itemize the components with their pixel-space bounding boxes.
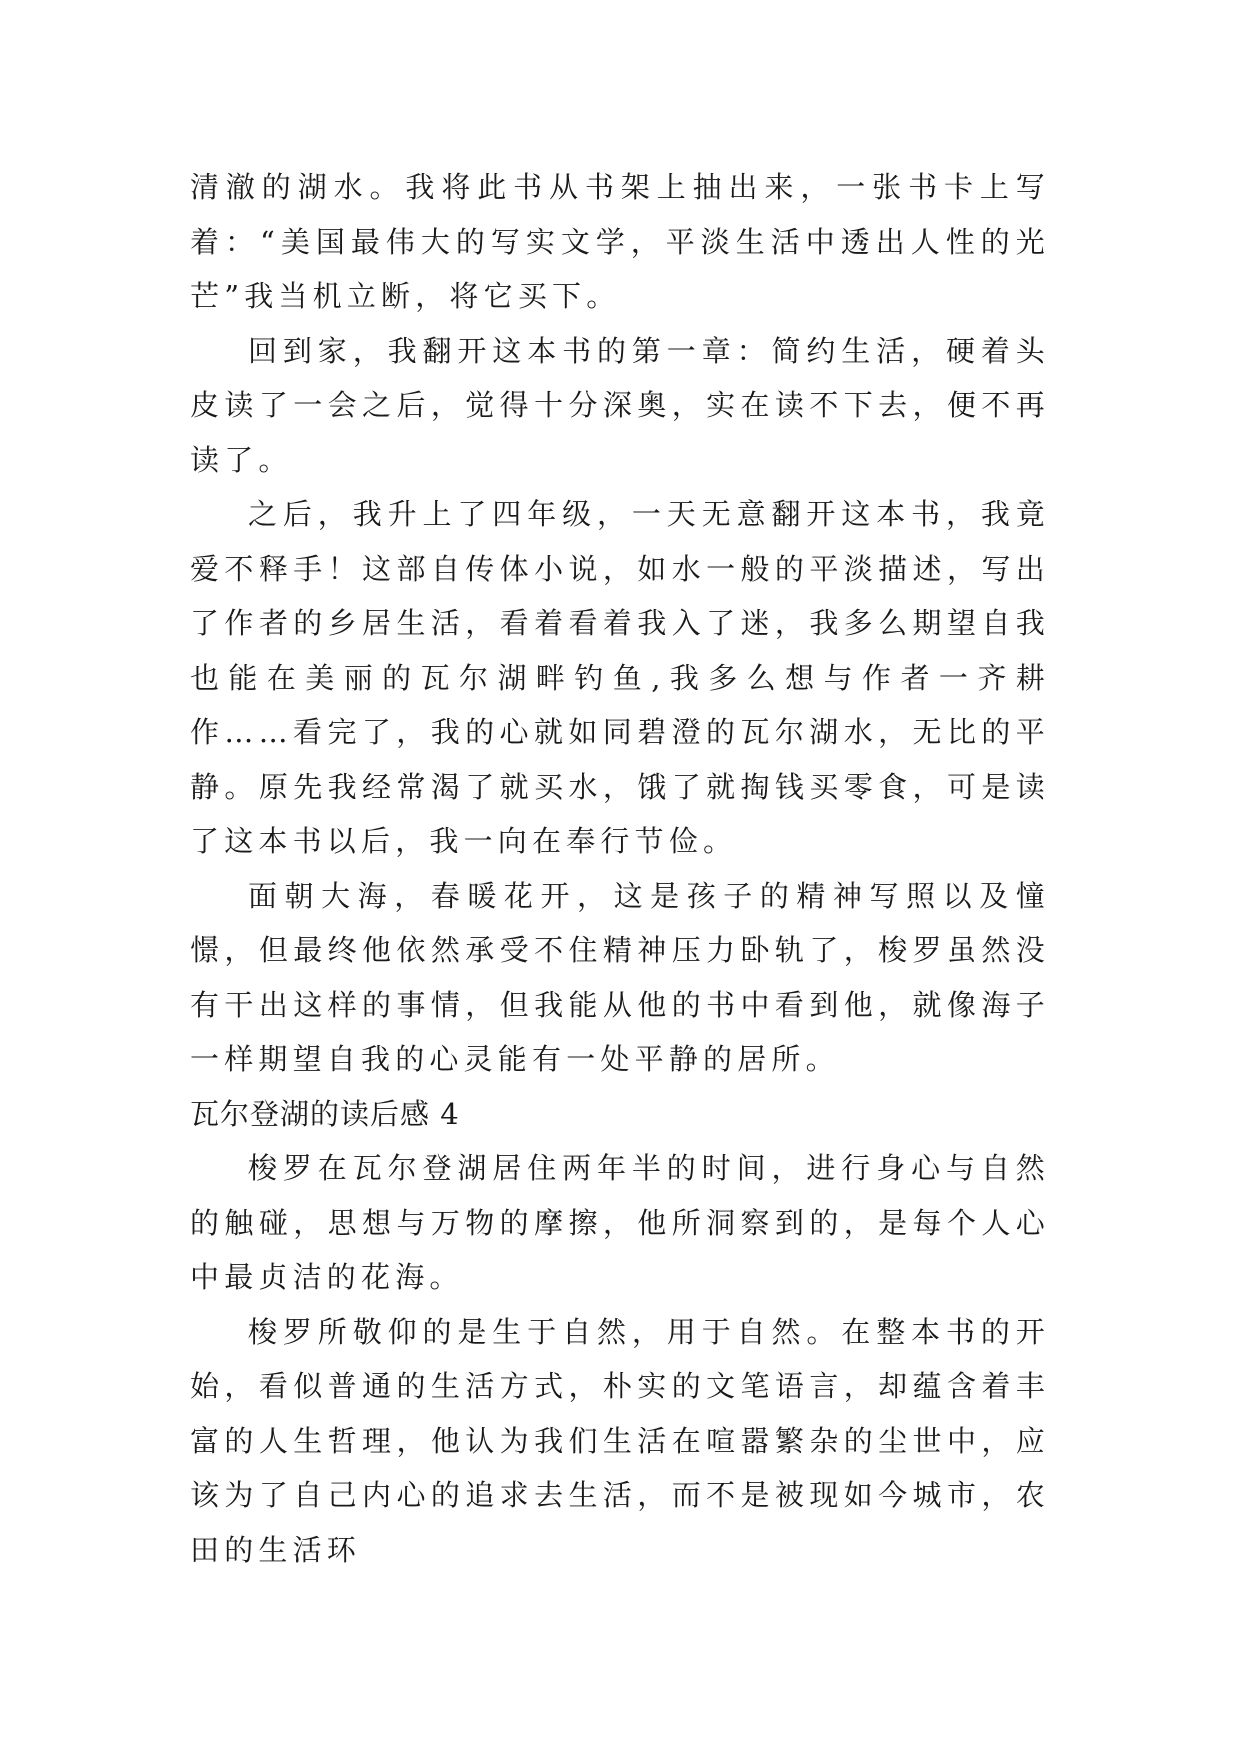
document-page [190, 160, 1050, 1577]
paragraph-two-years: 梭罗在瓦尔登湖居住两年半的时间，进行身心与自然的触碰，思想与万物的摩擦，他所洞察到的，是每个人心中最贞洁的花海。 [190, 1151, 1050, 1294]
paragraph-fourth-grade: 之后，我升上了四年级，一天无意翻开这本书，我竟爱不释手！这部自传体小说，如水一般的平淡描述，写出了作者的乡居生活，看着看着我入了迷，我多么期望自我也能在美丽的瓦尔湖畔钓鱼,我多么想与作者一齐耕作……看完了，我的心就如同碧澄的瓦尔湖水，无比的平静。原先我经常渴了就买水，饿了就掏钱买零食，可是读了这本书以后，我一向在奉行节俭。 [190, 497, 1050, 858]
paragraph-facing-sea: 面朝大海，春暖花开，这是孩子的精神写照以及憧憬，但最终他依然承受不住精神压力卧轨了，梭罗虽然没有干出这样的事情，但我能从他的书中看到他，就像海子一样期望自我的心灵能有一处平静的居所。 [190, 878, 1050, 1076]
paragraph-nature-philosophy: 梭罗所敬仰的是生于自然，用于自然。在整本书的开始，看似普通的生活方式，朴实的文笔语言，却蕴含着丰富的人生哲理，他认为我们生活在喧嚣繁杂的尘世中，应该为了自己内心的追求去生活，而不是被现如今城市，农田的生活环 [190, 1314, 1050, 1567]
paragraph-lake-book-card: 清澈的湖水。我将此书从书架上抽出来，一张书卡上写着：“美国最伟大的写实文学，平淡生活中透出人性的光芒”我当机立断，将它买下。 [190, 170, 1050, 313]
section-heading: 瓦尔登湖的读后感 4 [190, 1096, 460, 1131]
paragraph-first-chapter: 回到家，我翻开这本书的第一章：简约生活，硬着头皮读了一会之后，觉得十分深奥，实在读不下去，便不再读了。 [190, 333, 1050, 477]
